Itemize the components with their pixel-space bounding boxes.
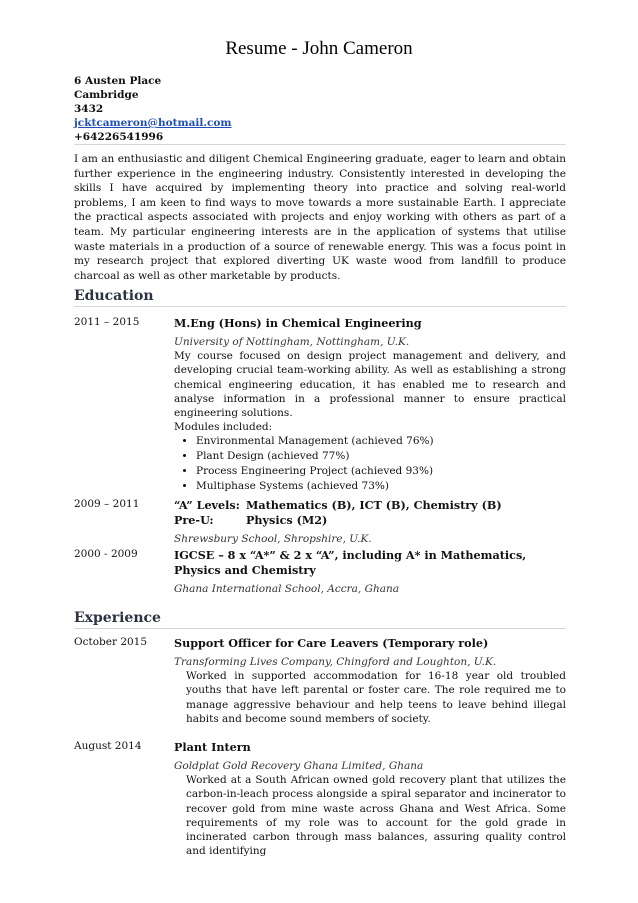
education-heading: Education [74,288,154,304]
degree-title: IGCSE – 8 x “A*” & 2 x “A”, including A* in Mathematics, Physics and Chemistry [174,548,527,577]
role-title: Plant Intern [174,740,251,754]
entry-description: Worked at a South African owned gold recovery plant that utilizes the carbon-in-leach process alongside a spiral separator and incinerator to recover gold from mine waste across Ghana and West Africa. Some requirements of my role was to account for the gold grade in incinerated carbon through mass balances, assuring quality control and identifying [186,774,566,858]
qualification-grades: Mathematics (B), ICT (B), Chemistry (B) [246,498,502,512]
contact-block [74,74,232,144]
divider [74,144,566,145]
modules-label: Modules included: [174,421,273,434]
institution: Ghana International School, Accra, Ghana [174,583,400,595]
address-line-2: Cambridge [74,89,139,101]
company: Goldplat Gold Recovery Ghana Limited, Ghana [174,760,424,772]
list-item: • Environmental Management (achieved 76%) [196,434,566,449]
modules-list [174,434,566,494]
degree-title: M.Eng (Hons) in Chemical Engineering [174,316,422,330]
experience-heading: Experience [74,610,161,626]
list-item: • Multiphase Systems (achieved 73%) [196,479,566,494]
institution: Shrewsbury School, Shropshire, U.K. [174,533,372,545]
education-divider [74,306,566,307]
qualification-label: “A” Levels: [174,498,240,512]
entry-description: My course focused on design project management and delivery, and developing crucial team-working ability. As well as establishing a strong chemical engineering education, it has enabled me to research and analyse information in a professional manner to ensure practical engineering solutions. [174,350,566,420]
company: Transforming Lives Company, Chingford and Loughton, U.K. [174,656,497,668]
entry-date: 2011 – 2015 [74,316,140,328]
list-item: • Process Engineering Project (achieved 93%) [196,464,566,479]
email-link[interactable]: jcktcameron@hotmail.com [74,117,232,129]
role-title: Support Officer for Care Leavers (Temporary role) [174,636,489,650]
page-title: Resume - John Cameron [225,38,413,59]
entry-date: 2009 – 2011 [74,498,140,510]
entry-date: August 2014 [74,740,142,752]
entry-description: Worked in supported accommodation for 16-18 year old troubled youths that have left parental or foster care. The role required me to manage aggressive behaviour and help teens to leave behind illegal habits and become sound members of society. [186,670,566,725]
summary-paragraph: I am an enthusiastic and diligent Chemical Engineering graduate, eager to learn and obtain further experience in the engineering industry. Consistently interested in developing the skills I have acquired by implementing theory into practice and solving real-world problems, I am keen to find ways to move towards a more sustainable Earth. I appreciate the practical aspects associated with projects and enjoy working with others as part of a team. My particular engineering interests are in the application of systems that utilise waste materials in a production of a source of renewable energy. This was a focus point in my research project that explored diverting UK waste wood from landfill to produce charcoal as well as other marketable by products. [74,153,566,282]
postcode: 3432 [74,103,104,115]
phone-number: +64226541996 [74,131,164,143]
institution: University of Nottingham, Nottingham, U.K. [174,336,410,348]
address-line-1: 6 Austen Place [74,75,162,87]
entry-date: 2000 - 2009 [74,548,138,560]
entry-date: October 2015 [74,636,148,648]
qualification-grades: Physics (M2) [246,513,328,527]
experience-divider [74,628,566,629]
qualification-label: Pre-U: [174,513,214,527]
list-item: • Plant Design (achieved 77%) [196,449,566,464]
